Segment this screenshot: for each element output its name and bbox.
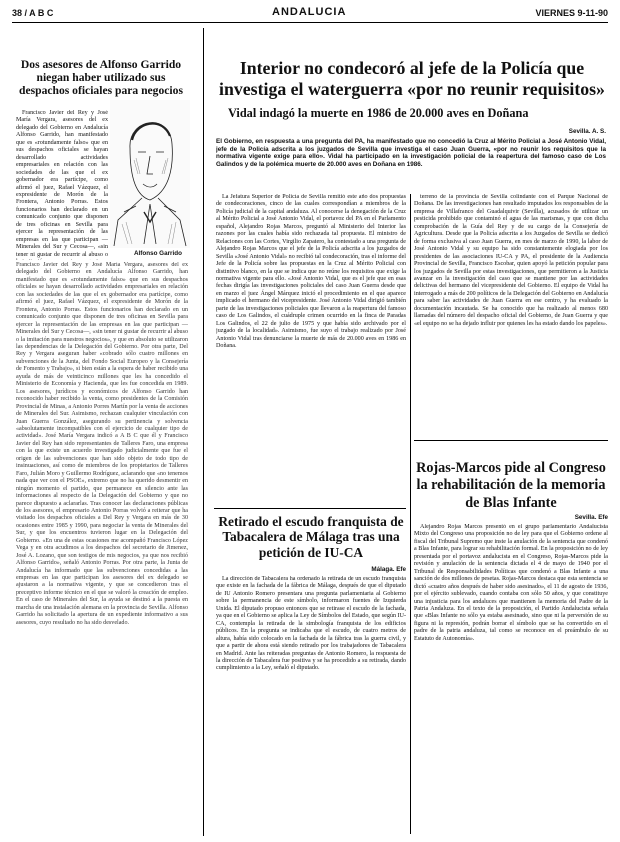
header-rule xyxy=(12,22,608,23)
main-subhead: Vidal indagó la muerte en 1986 de 20.000 aves en Doñana xyxy=(228,106,529,120)
main-headline: Interior no condecoró al jefe de la Policía que investiga el waterguerra «por no reunir requisitos» xyxy=(219,58,605,99)
right-headline: Rojas-Marcos pide al Congreso la rehabilitación de la memoria de Blas Infante xyxy=(416,460,606,511)
sub-body: La dirección de Tabacalera ha ordenado la retirada de un escudo franquista que existe en la fachada de la fábrica de Málaga, después de que el diputado de IU Antonio Romero presentara una pregunta parlamentaria al Gobierno sobre la permanencia de este símbolo, informaron fuentes de Izquierda Unida. El diputado propuso entonces que se retirase el escudo de la fachada, ya que en el Gobierno se aplica la Ley de Símbolos del Estado, que según IU-CA, contempla la retirada de la simbología franquista de los edificios públicos. En la pregunta se indicaba que el escudo, de cuatro metros de altura, había sido colocado en la fachada de la fábrica tras la guerra civil, y que a partir de ahora está siendo retirado por los trabajadores de Tabacalera en Madrid. Ante las reiteradas preguntas de Antonio Romero, la respuesta de la dirección de Tabacalera fue positiva y se ha procedido a su retirada, dando cumplimiento a la Ley, señaló el diputado. xyxy=(216,576,406,672)
issue-date: VIERNES 9-11-90 xyxy=(535,8,608,18)
column-divider-2 xyxy=(410,194,411,834)
left-body-text: Francisco Javier del Rey y José María Vergara, asesores del ex delegado del Gobierno en Andalucía Alfonso Garrido, han manifestado que es «rotundamente falso» que en sus despachos oficiales se hayan desarrollado actividades empresariales en relación con las sociedades de las que el ex gobernador era partícipe, como afirmó el juez, Rafael Vázquez, el expresidente de Morón de la Frontera, Antonio Porras. Estos funcionarios han declarado en un comunicado conjunto que disponen de tres oficinas en Sevilla para ejercer la representación de las empresas en las que participan —Minerales del Sur y Cecosa—, «sin tener ni gustar de recurrir al abuso o xyxy=(16,110,108,258)
sub-byline: Málaga. Efe xyxy=(371,566,406,573)
page-header xyxy=(12,6,608,22)
main-byline: Sevilla. A. S. xyxy=(568,128,606,135)
right-byline: Sevilla. Efe xyxy=(574,514,608,521)
main-column-2: terreno de la provincia de Sevilla colindante con el Parque Nacional de Doñana. De las investigaciones han resultado imputados los responsables de la empresa de Villafranco del Guadalquivir (Sevilla), acusados de utilizar un pesticida prohibido que contaminó el agua de las marismas, y que con dicha comprobación de la Guía del Rey y de su cargo de la Consejería de Agricultura. Desde que la Policía adscrita a los Juzgados de Sevilla se dedicó de forma exclusiva al caso Juan Guerra, en mes de marzo de 1990, la labor de José Antonio Vidal y su equipo ha sido constantemente elogiada por los presidentes de las asociaciones IU-CA y PA, el presidente de la Audiencia Provincial de Sevilla, Francisco Escobar, quien apoyó la petición popular para los juzgados de Sevilla por estas investigaciones, que permitieron a la Justicia avanzar en la investigación del caso que se mantiene por las actividades delictivas del hermano del vicepresidente del Gobierno. El equipo de Vidal ha interrogado a más de 200 políticos de la Delegación del Gobierno en Andalucía para saber las actividades de Juan Guerra en ese centro, y ha evaluado la documentación incautada. Se ha conocido que ha realizado al menos 680 llamadas del número del despacho oficial del Gobierno, de Juan Guerra y que «el equipo no se ha dejado influir por quienes les ha estado dando los papeles». xyxy=(414,194,608,327)
page-number: 38 / A B C xyxy=(12,8,54,18)
portrait-drawing xyxy=(110,100,190,248)
main-column-1: La Jefatura Superior de Policía de Sevilla remitió este año dos propuestas de condecoraciones, cinco de las cuales correspondían a miembros de la Policía judicial de la capital andaluza. Al conocerse la denegación de la Cruz al Mérito Policial a José Antonio Vidal, el portavoz del PA en el Parlamento español, Alejandro Rojas Marcos, preguntó al Ministerio del Interior las razones por las cuales había sido rechazada tal propuesta. El ministro de Relaciones con las Cortes, Virgilio Zapatero, ha contestado a una pregunta de Alejandro Rojas Marcos que el jefe de la Policía adscrita a los juzgados de Sevilla «José Antonio Vidal» no recibió tal condecoración, tras el informe del Jefe de la Policía sobre las propuestas en la Cruz al Mérito Policial con distintivo blanco, en la que se indica que no reúne los requisitos que exige la normativa vigente para ello. «José Antonio Vidal, que es el jefe que en esas fechas dirigía las investigaciones policiales del caso Juan Guerra desde que en marzo el juez Ángel Márquez inició el procedimiento en el que aparece implicado el hermano del vicepresidente. José Antonio Vidal dirigió también parte de las investigaciones policiales que llevaron a la reapertura del famoso caso de Los Galindos, el cuádruple crimen ocurrido en la finca de Paradas Los Galindos, el 22 de julio de 1975 y que había sido archivado por el juzgado de la localidad». Asimismo, fue suyo el trabajo realizado por José Antonio Vidal tras denunciarse la muerte de más de 20.000 aves en 1986 en Doñana. xyxy=(216,194,406,350)
sub-headline: Retirado el escudo franquista de Tabacalera de Málaga tras una petición de IU-CA xyxy=(218,514,404,560)
portrait-photo xyxy=(110,100,190,248)
column-divider xyxy=(203,28,204,836)
sub-article-rule xyxy=(214,508,406,509)
section-title: ANDALUCIA xyxy=(272,6,347,18)
left-body-text-cont: Francisco Javier del Rey y José María Vergara, asesores del ex delegado del Gobierno en Andalucía Alfonso Garrido, han manifestado que es «rotundamente falso» que en sus despachos oficiales se hayan desarrollado actividades empresariales en relación con las sociedades de las que el ex gobernador era partícipe, como afirmó el juez, Rafael Vázquez, el expresidente de Morón de la Frontera, Antonio Porras. Estos funcionarios han declarado en un comunicado conjunto que disponen de tres oficinas en Sevilla para ejercer la representación de las empresas en las que participan —Minerales del Sur y Cecosa—, «sin tener ni gustar de recurrir al abuso o la imitación para nuestros negocios», y que en absoluto se utilizaron las dependencias de la Delegación del Gobierno. Por otra parte, Del Rey y Vergara aseguran haber «cobrado sólo cuatro millones en subvenciones de la Junta, del Fondo Social Europeo y la Consejería de Fomento y Trabajo», si bien están a la espera de haber recibido una ayuda de más de veinticinco millones que les ha concedido el Ministerio de Economía y Hacienda, que les fue concedida en 1989. Los asesores, jurídicos y económicos de Alfonso Garrido han reconocido haber recibido la venta, como presidentes de la Comisión Provincial de Minas, a Antonio Porres Martín por la venta de acciones de Minerales del Sur. Asimismo, rechazan cualquier vinculación con Juan Guerra González, asegurando su pertinencia y solvencia «absolutamente incompatibles con el ejercicio de cualquier tipo de actividad». José María Vergara indicó a A B C que él y Francisco Javier del Rey han sido representantes de Talleres Faro, una empresa con la que existe un acuerdo investigado judicialmente que fue el origen de las subvenciones que han sido objeto de todo tipo de insinuaciones, así como de miembros de los propietarios de Talleres Faro, Julián Moro y Guillermo Rodríguez, aclarando que «no tenemos nada que ver con el PSOE», extremo que no ha querido desmentir en ningún momento el partido, que permanece en silencio ante las informaciones al respecto de la Delegación del Gobierno y que no parece dispuesto a aclararlas. Tras conocer las declaraciones públicas de los asesores, el empresario Antonio Porras volvió a reiterar que ha visitado los despachos oficiales a Del Rey y Vergara en más de 30 ocasiones entre 1985 y 1990, para negociar la venta de Minerales del Sur, y que los encuentros tuvieron lugar en la Delegación del Gobierno. «En una de estas ocasiones me acompañó Francisco López Vega y en otra acudimos a los despachos del secretario de Jimenez, José A. Lozano, que son testigos de mis negocios, ya que nos recibió Alfonso Garrido», señaló Antonio Porras. Por otra parte, la Junta de Andalucía ha informado que las subvenciones concedidas a las empresas en las que participan los asesores del ex delegado se ajustaron a la normativa vigente, y que se concedieron tras el preceptivo informe técnico en el que se valoró la creación de empleo. En el caso de Minerales del Sur, la ayuda se destinó a la puesta en marcha de una instalación alemana en la provincia de Sevilla. Alfonso Garrido ha solicitado la apertura de un expediente informativo a sus asesores, cuyo resultado no ha sido desvelado. xyxy=(16,262,188,626)
photo-caption: Alfonso Garrido xyxy=(134,250,182,257)
right-article-rule xyxy=(414,440,608,441)
left-body-wrap xyxy=(16,110,108,260)
left-headline: Dos asesores de Alfonso Garrido niegan haber utilizado sus despachos oficiales para negocios xyxy=(19,58,183,98)
main-lead: El Gobierno, en respuesta a una pregunta del PA, ha manifestado que no concedió la Cruz al Mérito Policial a José Antonio Vidal, jefe de la Policía adscrita a los juzgados de Sevilla que investiga el caso Juan Guerra, «por no reunir los requisitos que la normativa vigente exige para ello». Vidal ha participado en la investigación policial de la reapertura del famoso caso de Los Galindos y de la polémica muerte de 20.000 aves en Doñana en 1986. xyxy=(216,138,606,169)
left-body-cont xyxy=(16,262,188,836)
right-body: Alejandro Rojas Marcos presentó en el grupo parlamentario Andalucista Mixto del Congreso una proposición no de ley para que el Gobierno ordene al fiscal del Tribunal Supremo que inste la anulación de la sentencia que condenó a Blas Infante, para lograr su rehabilitación formal. En la proposición no de ley presentada por el portavoz andalucista en el Congreso, Rojas-Marcos pide la revisión y anulación de la sentencia dictada el 4 de mayo de 1940 por el Tribunal de Responsabilidades Políticas que condenó a Blas Infante a una sanción de dos millones de pesetas. Rojas-Marcos destaca que esta sentencia se dictó «cuatro años después de haber sido asesinado», el 11 de agosto de 1936, por el ejército sublevado, cuando contaba con sólo 50 años, y que constituye una injusticia para los andaluces que mantienen la memoria del Padre de la Patria Andaluza. En el texto de la proposición, el Partido Andalucista señala que «Blas Infante no sólo ya estaba asesinado, sino que ni la perversión de su figura ni la represión, podrán borrar el símbolo que se ha convertido en el padre de la patria andaluza, tal como se reconoce en el preámbulo de su Estatuto de Autonomía». xyxy=(414,524,608,642)
